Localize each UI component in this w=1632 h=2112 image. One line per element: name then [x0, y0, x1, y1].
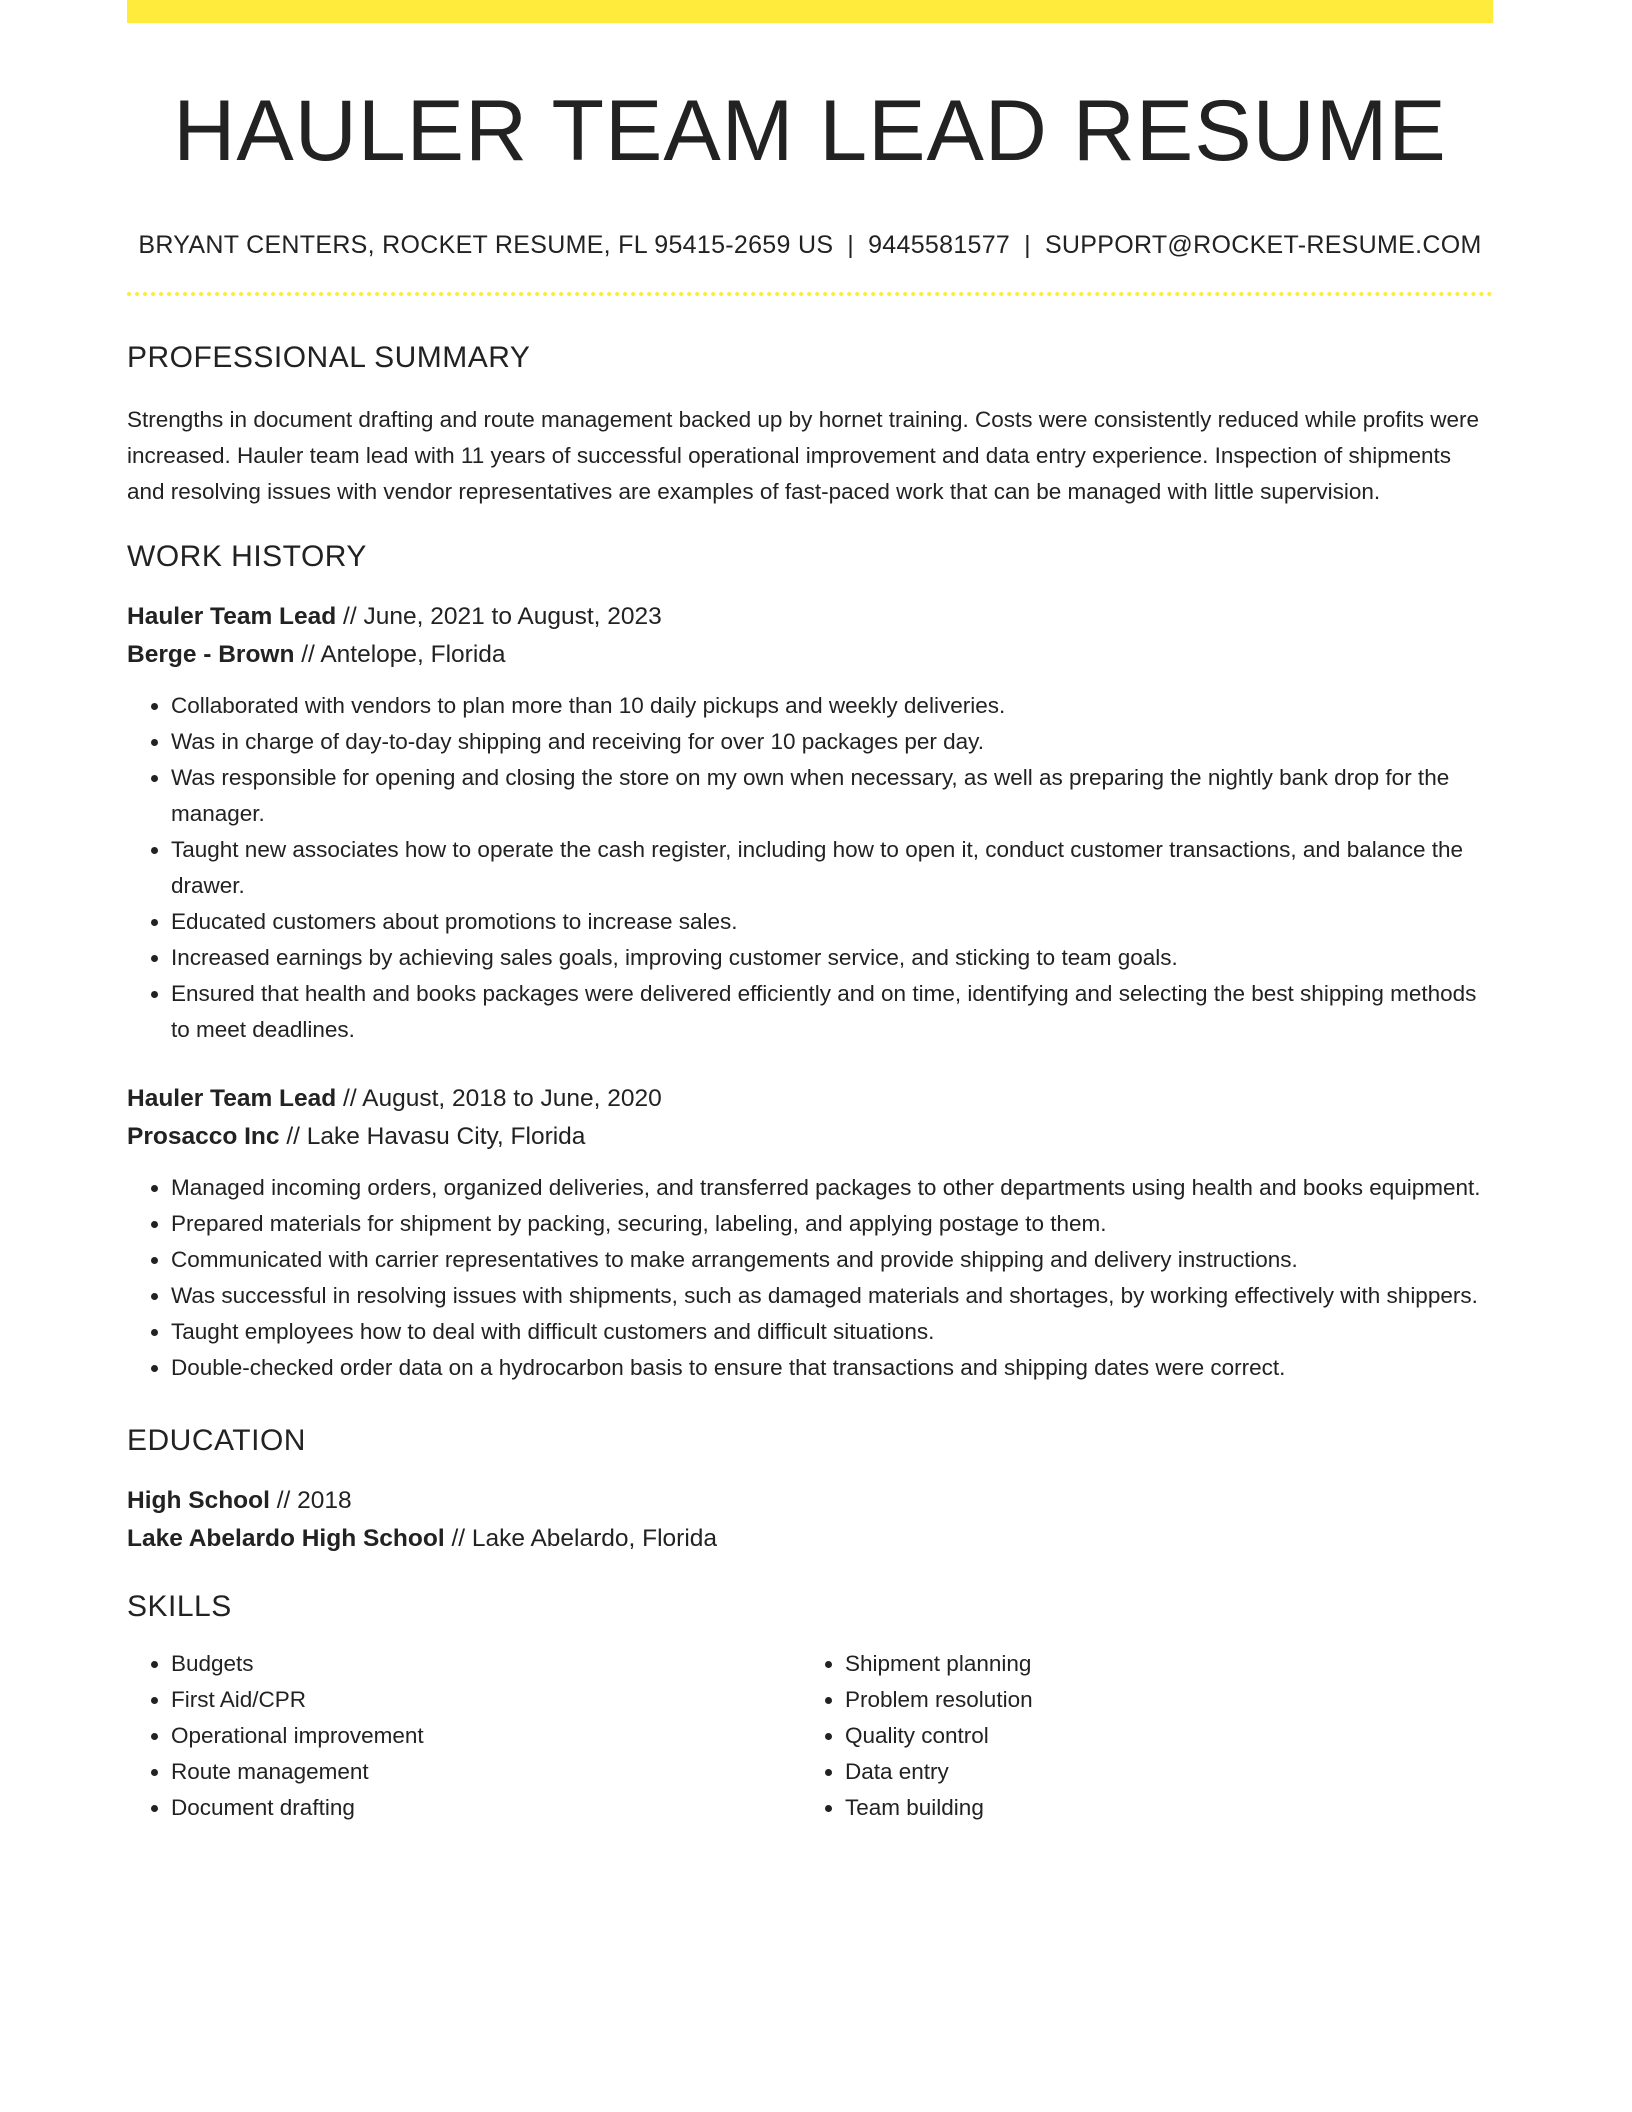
job-location: // Antelope, Florida [294, 641, 506, 668]
job-company: Berge - Brown [127, 641, 295, 668]
education-location: // Lake Abelardo, Florida [444, 1525, 718, 1552]
job-bullet: • Was successful in resolving issues with shipments, such as damaged materials and shortages, by working effectively with shippers. [171, 1278, 1493, 1314]
job-bullet: • Taught employees how to deal with difficult customers and difficult situations. [171, 1314, 1493, 1350]
resume-title: HAULER TEAM LEAD RESUME [173, 83, 1447, 179]
job-title: Hauler Team Lead [127, 603, 337, 630]
job-entry [127, 1080, 1493, 1386]
contact-separator: | [847, 231, 855, 259]
skill-item: • First Aid/CPR [171, 1682, 801, 1718]
contact-separator: | [1024, 231, 1031, 259]
job-dates: // August, 2018 to June, 2020 [336, 1085, 662, 1112]
skills-heading: SKILLS [127, 1590, 232, 1623]
skill-item: • Data entry [845, 1754, 1475, 1790]
job-bullet: • Taught new associates how to operate the cash register, including how to open it, conduct customer transactions, and balance the drawer. [171, 832, 1493, 904]
job-bullet: • Was responsible for opening and closing the store on my own when necessary, as well as preparing the nightly bank drop for the manager. [171, 760, 1493, 832]
skill-item: • Route management [171, 1754, 801, 1790]
summary-text: Strengths in document drafting and route management backed up by hornet training. Costs were consistently reduced while profits were increased. Hauler team lead with 11 years of successful operational improvement and data entry experience. Inspection of shipments and resolving issues with vendor representatives are examples of fast-paced work that can be managed with little supervision. [127, 407, 1479, 504]
contact-email: SUPPORT@ROCKET-RESUME.COM [1044, 231, 1482, 259]
skill-item: • Operational improvement [171, 1718, 801, 1754]
skills-list-left [127, 1646, 801, 1826]
job-bullet: • Communicated with carrier representatives to make arrangements and provide shipping and delivery instructions. [171, 1242, 1493, 1278]
skill-item: • Document drafting [171, 1790, 801, 1826]
job-title-line [127, 1080, 1493, 1118]
education-year: // 2018 [269, 1487, 352, 1514]
summary-heading: PROFESSIONAL SUMMARY [127, 341, 531, 374]
skill-item: • Team building [845, 1790, 1475, 1826]
resume-page [127, 0, 1493, 1826]
job-bullet: • Double-checked order data on a hydrocarbon basis to ensure that transactions and shipping dates were correct. [171, 1350, 1493, 1386]
contact-address: BRYANT CENTERS, ROCKET RESUME, FL 95415-2659 US [138, 231, 834, 259]
job-bullet: • Prepared materials for shipment by packing, securing, labeling, and applying postage to them. [171, 1206, 1493, 1242]
education-school-line [127, 1520, 1493, 1558]
education-degree-line [127, 1482, 1493, 1520]
job-bullet: • Educated customers about promotions to increase sales. [171, 904, 1493, 940]
job-company-line [127, 636, 1493, 674]
job-bullet: • Was in charge of day-to-day shipping and receiving for over 10 packages per day. [171, 724, 1493, 760]
job-entry [127, 598, 1493, 1048]
job-bullet: • Collaborated with vendors to plan more than 10 daily pickups and weekly deliveries. [171, 688, 1493, 724]
work-history-heading: WORK HISTORY [127, 540, 367, 573]
contact-line [127, 229, 1493, 261]
skill-item: • Quality control [845, 1718, 1475, 1754]
job-bullet: • Managed incoming orders, organized deliveries, and transferred packages to other departments using health and books equipment. [171, 1170, 1493, 1206]
skill-item: • Budgets [171, 1646, 801, 1682]
job-company: Prosacco Inc [127, 1123, 280, 1150]
skill-item: • Shipment planning [845, 1646, 1475, 1682]
contact-phone: 9445581577 [868, 231, 1011, 259]
job-bullets [127, 688, 1493, 1048]
education-heading: EDUCATION [127, 1424, 306, 1457]
job-bullets [127, 1170, 1493, 1386]
job-bullet: • Increased earnings by achieving sales goals, improving customer service, and sticking to team goals. [171, 940, 1493, 976]
job-company-line [127, 1118, 1493, 1156]
job-dates: // June, 2021 to August, 2023 [336, 603, 662, 630]
top-accent-bar [127, 0, 1493, 23]
skill-item: • Problem resolution [845, 1682, 1475, 1718]
education-school: Lake Abelardo High School [127, 1525, 445, 1552]
skills-list-right [801, 1646, 1475, 1826]
job-bullet: • Ensured that health and books packages were delivered efficiently and on time, identifying and selecting the best shipping methods to meet deadlines. [171, 976, 1493, 1048]
skills-columns [127, 1646, 1493, 1826]
job-title-line [127, 598, 1493, 636]
job-title: Hauler Team Lead [127, 1085, 337, 1112]
dotted-divider [127, 292, 1493, 296]
education-degree: High School [127, 1487, 270, 1514]
job-location: // Lake Havasu City, Florida [279, 1123, 586, 1150]
